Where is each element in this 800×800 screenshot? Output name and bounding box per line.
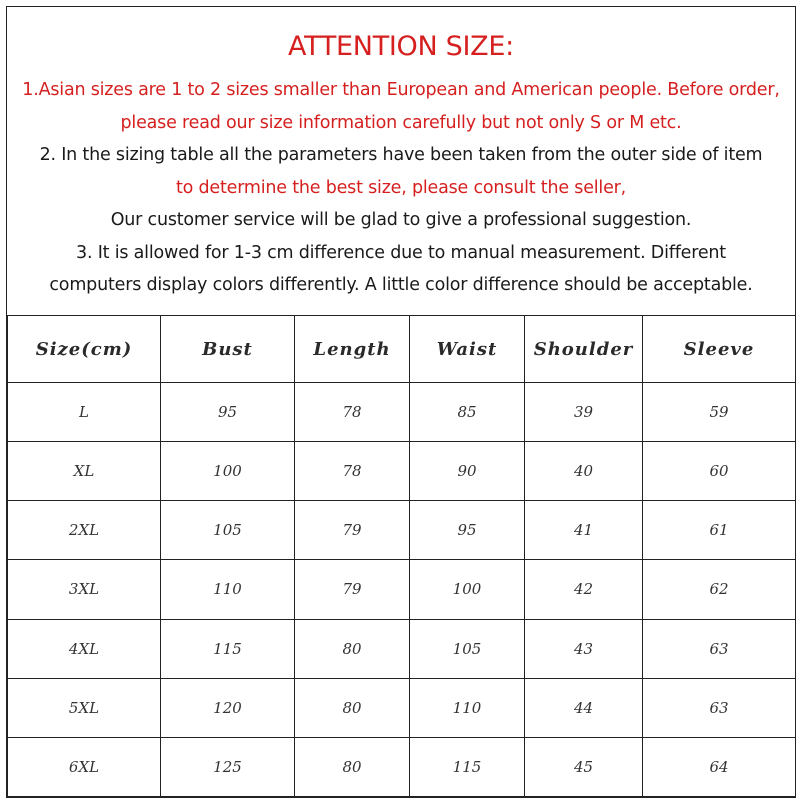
- cell-length: 79: [295, 501, 410, 560]
- cell-shoulder: 43: [525, 619, 643, 678]
- cell-waist: 105: [410, 619, 525, 678]
- cell-waist: 115: [410, 737, 525, 796]
- cell-waist: 95: [410, 501, 525, 560]
- table-row: [8, 678, 796, 737]
- table-header-row: [8, 316, 796, 383]
- cell-size: 2XL: [8, 501, 161, 560]
- size-table: [7, 315, 796, 797]
- cell-size: 4XL: [8, 619, 161, 678]
- cell-size: 6XL: [8, 737, 161, 796]
- cell-size: 3XL: [8, 560, 161, 619]
- cell-length: 78: [295, 383, 410, 442]
- notice-line-2: please read our size information carefully but not only S or M etc.: [120, 113, 682, 133]
- cell-shoulder: 42: [525, 560, 643, 619]
- table-row: [8, 560, 796, 619]
- notice-title: ATTENTION SIZE:: [288, 31, 514, 62]
- table-row: [8, 619, 796, 678]
- cell-shoulder: 44: [525, 678, 643, 737]
- cell-sleeve: 63: [643, 678, 796, 737]
- cell-waist: 110: [410, 678, 525, 737]
- cell-size: L: [8, 383, 161, 442]
- cell-length: 80: [295, 678, 410, 737]
- header-size: Size(cm): [8, 316, 161, 383]
- cell-shoulder: 41: [525, 501, 643, 560]
- attention-notice: [7, 7, 795, 315]
- cell-size: XL: [8, 442, 161, 501]
- header-waist: Waist: [410, 316, 525, 383]
- cell-shoulder: 40: [525, 442, 643, 501]
- header-length: Length: [295, 316, 410, 383]
- cell-bust: 105: [161, 501, 295, 560]
- cell-sleeve: 63: [643, 619, 796, 678]
- cell-waist: 100: [410, 560, 525, 619]
- table-row: [8, 737, 796, 796]
- notice-line-7: computers display colors differently. A little color difference should be acceptable.: [49, 275, 753, 295]
- size-chart-frame: [6, 6, 796, 798]
- table-row: [8, 442, 796, 501]
- header-bust: Bust: [161, 316, 295, 383]
- cell-waist: 85: [410, 383, 525, 442]
- cell-shoulder: 39: [525, 383, 643, 442]
- header-sleeve: Sleeve: [643, 316, 796, 383]
- cell-length: 80: [295, 737, 410, 796]
- notice-line-3: 2. In the sizing table all the parameters have been taken from the outer side of item: [39, 145, 763, 165]
- cell-bust: 95: [161, 383, 295, 442]
- cell-bust: 110: [161, 560, 295, 619]
- cell-length: 79: [295, 560, 410, 619]
- cell-waist: 90: [410, 442, 525, 501]
- cell-bust: 115: [161, 619, 295, 678]
- cell-bust: 125: [161, 737, 295, 796]
- cell-size: 5XL: [8, 678, 161, 737]
- header-shoulder: Shoulder: [525, 316, 643, 383]
- cell-length: 80: [295, 619, 410, 678]
- notice-line-5: Our customer service will be glad to give a professional suggestion.: [110, 210, 692, 230]
- cell-length: 78: [295, 442, 410, 501]
- notice-line-6: 3. It is allowed for 1-3 cm difference due to manual measurement. Different: [76, 243, 726, 263]
- table-row: [8, 501, 796, 560]
- table-row: [8, 383, 796, 442]
- cell-sleeve: 62: [643, 560, 796, 619]
- cell-bust: 100: [161, 442, 295, 501]
- cell-sleeve: 60: [643, 442, 796, 501]
- cell-sleeve: 59: [643, 383, 796, 442]
- notice-line-4: to determine the best size, please consult the seller,: [175, 178, 627, 198]
- notice-line-1: 1.Asian sizes are 1 to 2 sizes smaller than European and American people. Before order,: [22, 80, 780, 100]
- cell-sleeve: 64: [643, 737, 796, 796]
- cell-bust: 120: [161, 678, 295, 737]
- cell-sleeve: 61: [643, 501, 796, 560]
- cell-shoulder: 45: [525, 737, 643, 796]
